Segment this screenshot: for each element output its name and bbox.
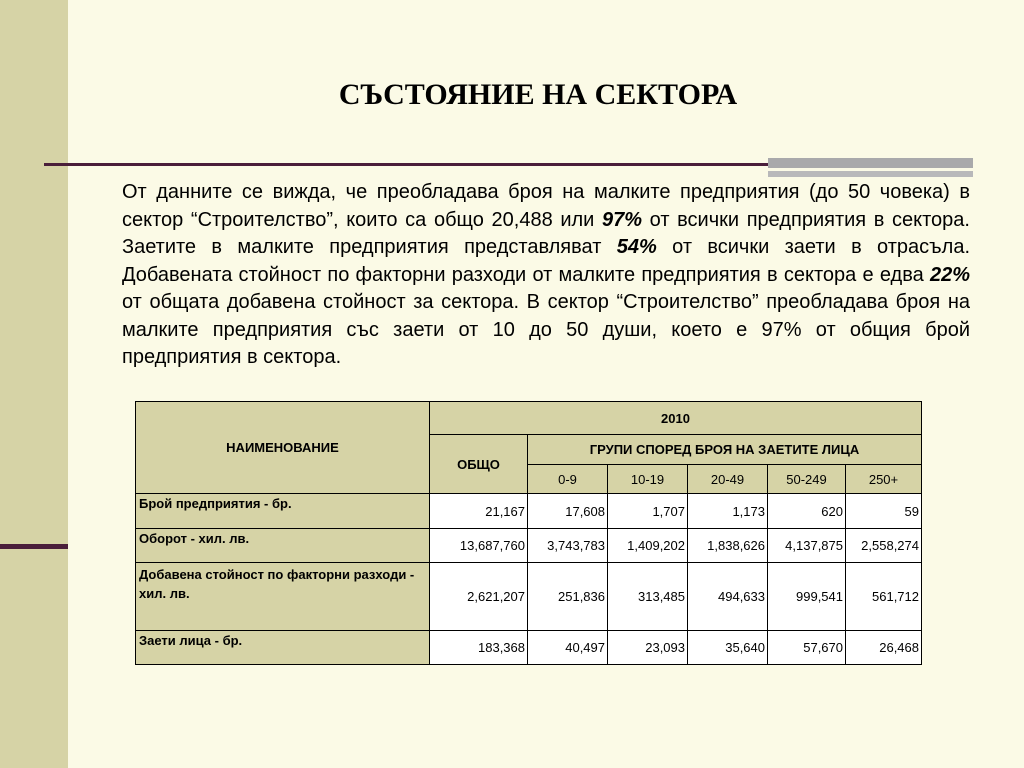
value-cell: 561,712	[846, 563, 922, 631]
group-header-cell: 50-249	[768, 465, 846, 494]
total-header-cell: ОБЩО	[430, 435, 528, 494]
group-header-cell: 250+	[846, 465, 922, 494]
value-cell: 999,541	[768, 563, 846, 631]
row-label-enterprises: Брой предприятия - бр.	[136, 494, 430, 529]
groups-header-cell: ГРУПИ СПОРЕД БРОЯ НА ЗАЕТИТЕ ЛИЦА	[528, 435, 922, 465]
row-label-turnover: Оборот - хил. лв.	[136, 529, 430, 563]
value-cell: 2,621,207	[430, 563, 528, 631]
title-rule-gray-block	[768, 158, 973, 168]
value-cell: 3,743,783	[528, 529, 608, 563]
title-rule	[44, 163, 768, 166]
row-label-value-added: Добавена стойност по факторни разходи - хил. лв.	[136, 563, 430, 631]
value-cell: 2,558,274	[846, 529, 922, 563]
emphasis-97-percent: 97%	[601, 208, 643, 231]
value-cell: 17,608	[528, 494, 608, 529]
table-row	[136, 529, 922, 563]
name-header-cell: НАИМЕНОВАНИЕ	[136, 402, 430, 494]
value-cell: 313,485	[608, 563, 688, 631]
group-header-cell: 10-19	[608, 465, 688, 494]
left-decorative-band	[0, 0, 68, 768]
value-cell: 4,137,875	[768, 529, 846, 563]
emphasis-22-percent: 22%	[929, 263, 970, 286]
value-cell: 251,836	[528, 563, 608, 631]
year-header-cell: 2010	[430, 402, 922, 435]
table-row	[136, 631, 922, 665]
slide-title: СЪСТОЯНИЕ НА СЕКТОРА	[338, 78, 738, 111]
value-cell: 57,670	[768, 631, 846, 665]
table-row	[136, 494, 922, 529]
paragraph-text-3: от всички заети в отрасъла. Добавената стойност по факторни разходи от малките предприятия в сектора е едва	[122, 236, 970, 286]
value-cell: 21,167	[430, 494, 528, 529]
table-row	[136, 563, 922, 631]
value-cell: 620	[768, 494, 846, 529]
value-cell: 59	[846, 494, 922, 529]
title-rule-gray-block-lower	[768, 171, 973, 177]
row-label-employees: Заети лица - бр.	[136, 631, 430, 665]
value-cell: 26,468	[846, 631, 922, 665]
value-cell: 1,707	[608, 494, 688, 529]
value-cell: 1,173	[688, 494, 768, 529]
value-cell: 494,633	[688, 563, 768, 631]
value-cell: 40,497	[528, 631, 608, 665]
sector-data-table	[135, 401, 922, 665]
paragraph-text-4: от общата добавена стойност за сектора. В сектор “Строителство” преобладава броя на малките предприятия със заети от 10 до 50 души, което е 97% от общия брой предприятия в сектора.	[122, 291, 970, 368]
value-cell: 13,687,760	[430, 529, 528, 563]
value-cell: 23,093	[608, 631, 688, 665]
value-cell: 35,640	[688, 631, 768, 665]
paragraph-text-1: От данните се вижда, че преобладава броя на малките предприятия (до 50 човека) в сектор “Строителство”, които са общо 20,488 или	[122, 181, 970, 231]
value-cell: 1,409,202	[608, 529, 688, 563]
emphasis-54-percent: 54%	[616, 236, 657, 258]
group-header-cell: 0-9	[528, 465, 608, 494]
value-cell: 183,368	[430, 631, 528, 665]
left-accent-bar	[0, 544, 68, 549]
group-header-cell: 20-49	[688, 465, 768, 494]
value-cell: 1,838,626	[688, 529, 768, 563]
paragraph-text-2: от всички предприятия в сектора. Заетите в малките предприятия представляват	[122, 208, 970, 258]
body-paragraph	[122, 179, 970, 372]
